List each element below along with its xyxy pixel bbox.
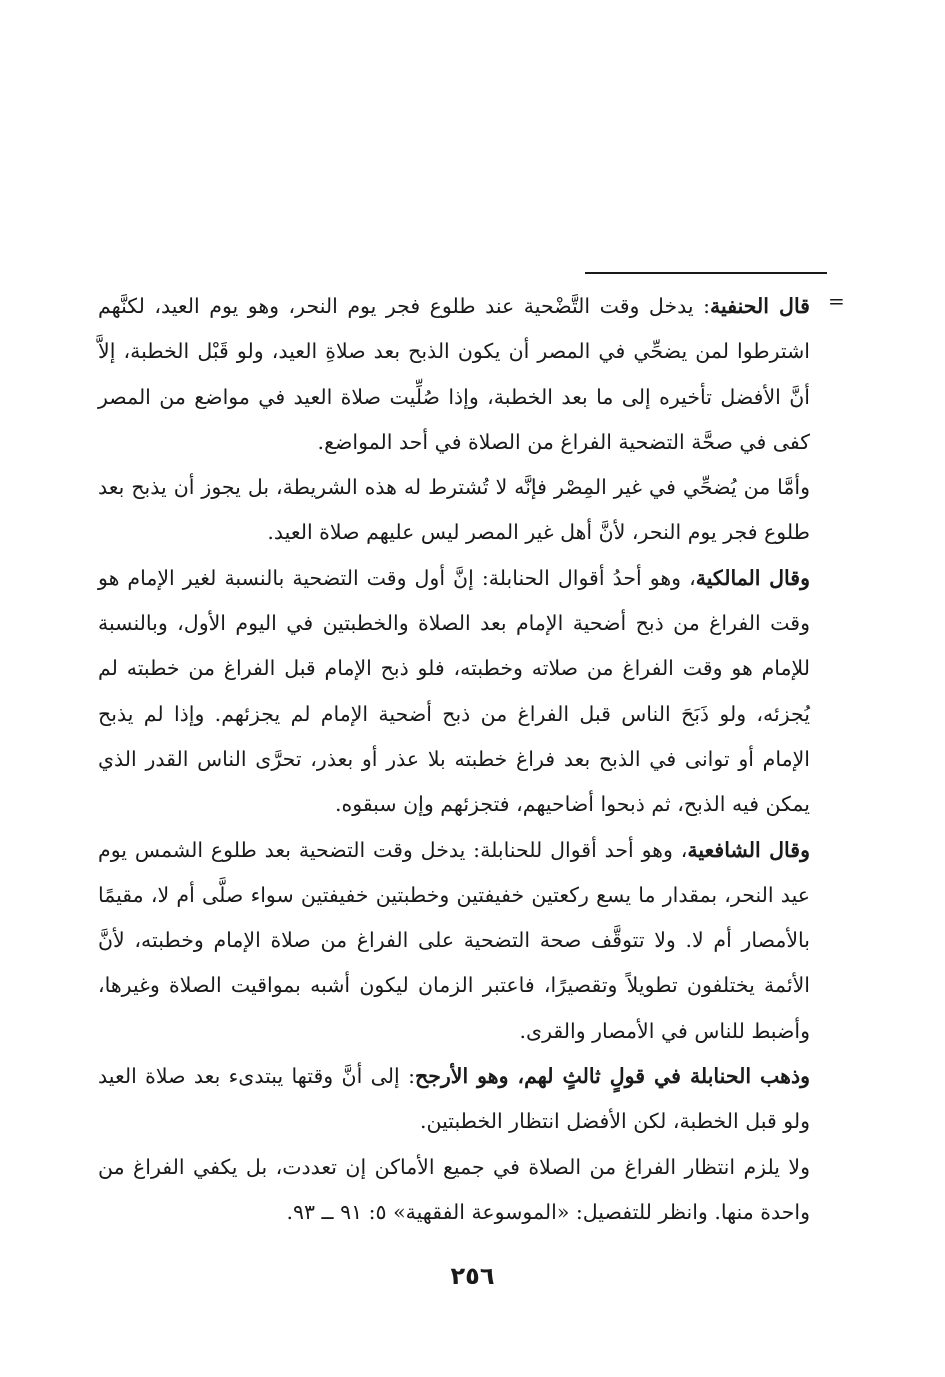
paragraph-body: ، وهو أحدُ أقوال الحنابلة: إنَّ أول وقت التضحية بالنسبة لغير الإمام هو وقت الفراغ من ذبح أضحية الإمام بعد الصلاة والخطبتين في اليوم الأول، وبالنسبة للإمام هو وقت الفراغ من صلاته وخطبته، فلو ذبح الإمام قبل الفراغ من خطبته لم يُجزئه، ولو ذَبَحَ الناس قبل الفراغ من ذبح أضحية الإمام لم يجزئهم. وإذا لم يذبح الإمام أو توانى في الذبح بعد فراغ خطبته بلا عذر أو بعذر، تحرَّى الناس القدر الذي يمكن فيه الذبح، ثم ذبحوا أضاحيهم، فتجزئهم وإن سبقوه. xyxy=(98,565,810,817)
page-number: ٢٥٦ xyxy=(450,1262,495,1290)
paragraph-body: ، وهو أحد أقوال للحنابلة: يدخل وقت التضحية بعد طلوع الشمس يوم عيد النحر، بمقدار ما يسع ركعتين خفيفتين وخطبتين خفيفتين سواء صلَّى أم لا، مقيمًا بالأمصار أم لا. ولا تتوقَّف صحة التضحية على الفراغ من صلاة الإمام وخطبته، لأنَّ الأئمة يختلفون تطويلاً وتقصيرًا، فاعتبر الزمان ليكون أشبه بمواقيت الصلاة وغيرها، وأضبط للناس في الأمصار والقرى. xyxy=(98,837,810,1043)
footnote-continuation-marker: = xyxy=(828,289,845,313)
paragraph-maliki xyxy=(98,556,810,828)
paragraph-hanbali xyxy=(98,1054,810,1145)
paragraph-body: ولا يلزم انتظار الفراغ من الصلاة في جميع الأماكن إن تعددت، بل يكفي الفراغ من واحدة منها. وانظر للتفصيل: «الموسوعة الفقهية» ٥: ٩١ ــ ٩٣. xyxy=(98,1154,810,1224)
paragraph-body: : إلى أنَّ وقتها يبتدىء بعد صلاة العيد ولو قبل الخطبة، لكن الأفضل انتظار الخطبتين. xyxy=(98,1064,810,1134)
paragraph-lead: وقال الشافعية xyxy=(687,837,811,862)
paragraph-shafii xyxy=(98,828,810,1054)
paragraph-lead: وقال المالكية xyxy=(695,565,810,590)
paragraph-body: : يدخل وقت التَّضْحية عند طلوع فجر يوم النحر، وهو يوم العيد، لكنَّهم اشترطوا لمن يضحِّي في المصر أن يكون الذبح بعد صلاةِ العيد، ولو قَبْل الخطبة، إلاَّ أنَّ الأفضل تأخيره إلى ما بعد الخطبة، وإذا صُلِّيت صلاة العيد في مواضع من المصر كفى في صحَّة التضحية الفراغ من الصلاة في أحد المواضع. xyxy=(98,294,810,454)
paragraph-reference xyxy=(98,1145,810,1236)
paragraph-lead: وذهب الحنابلة في قولٍ ثالثٍ لهم، وهو الأرجح xyxy=(414,1064,811,1089)
paragraph-hanafi xyxy=(98,284,810,465)
paragraph-lead: قال الحنفية xyxy=(710,294,810,318)
paragraph-outside-city xyxy=(98,465,810,556)
paragraph-body: وأمَّا من يُضحِّي في غير المِصْر فإنَّه لا تُشترط له هذه الشريطة، بل يجوز أن يذبح بعد طلوع فجر يوم النحر، لأنَّ أهل غير المصر ليس عليهم صلاة العيد. xyxy=(98,475,810,545)
footnote-separator-rule xyxy=(585,272,827,274)
footnote-text-block xyxy=(98,284,810,1235)
